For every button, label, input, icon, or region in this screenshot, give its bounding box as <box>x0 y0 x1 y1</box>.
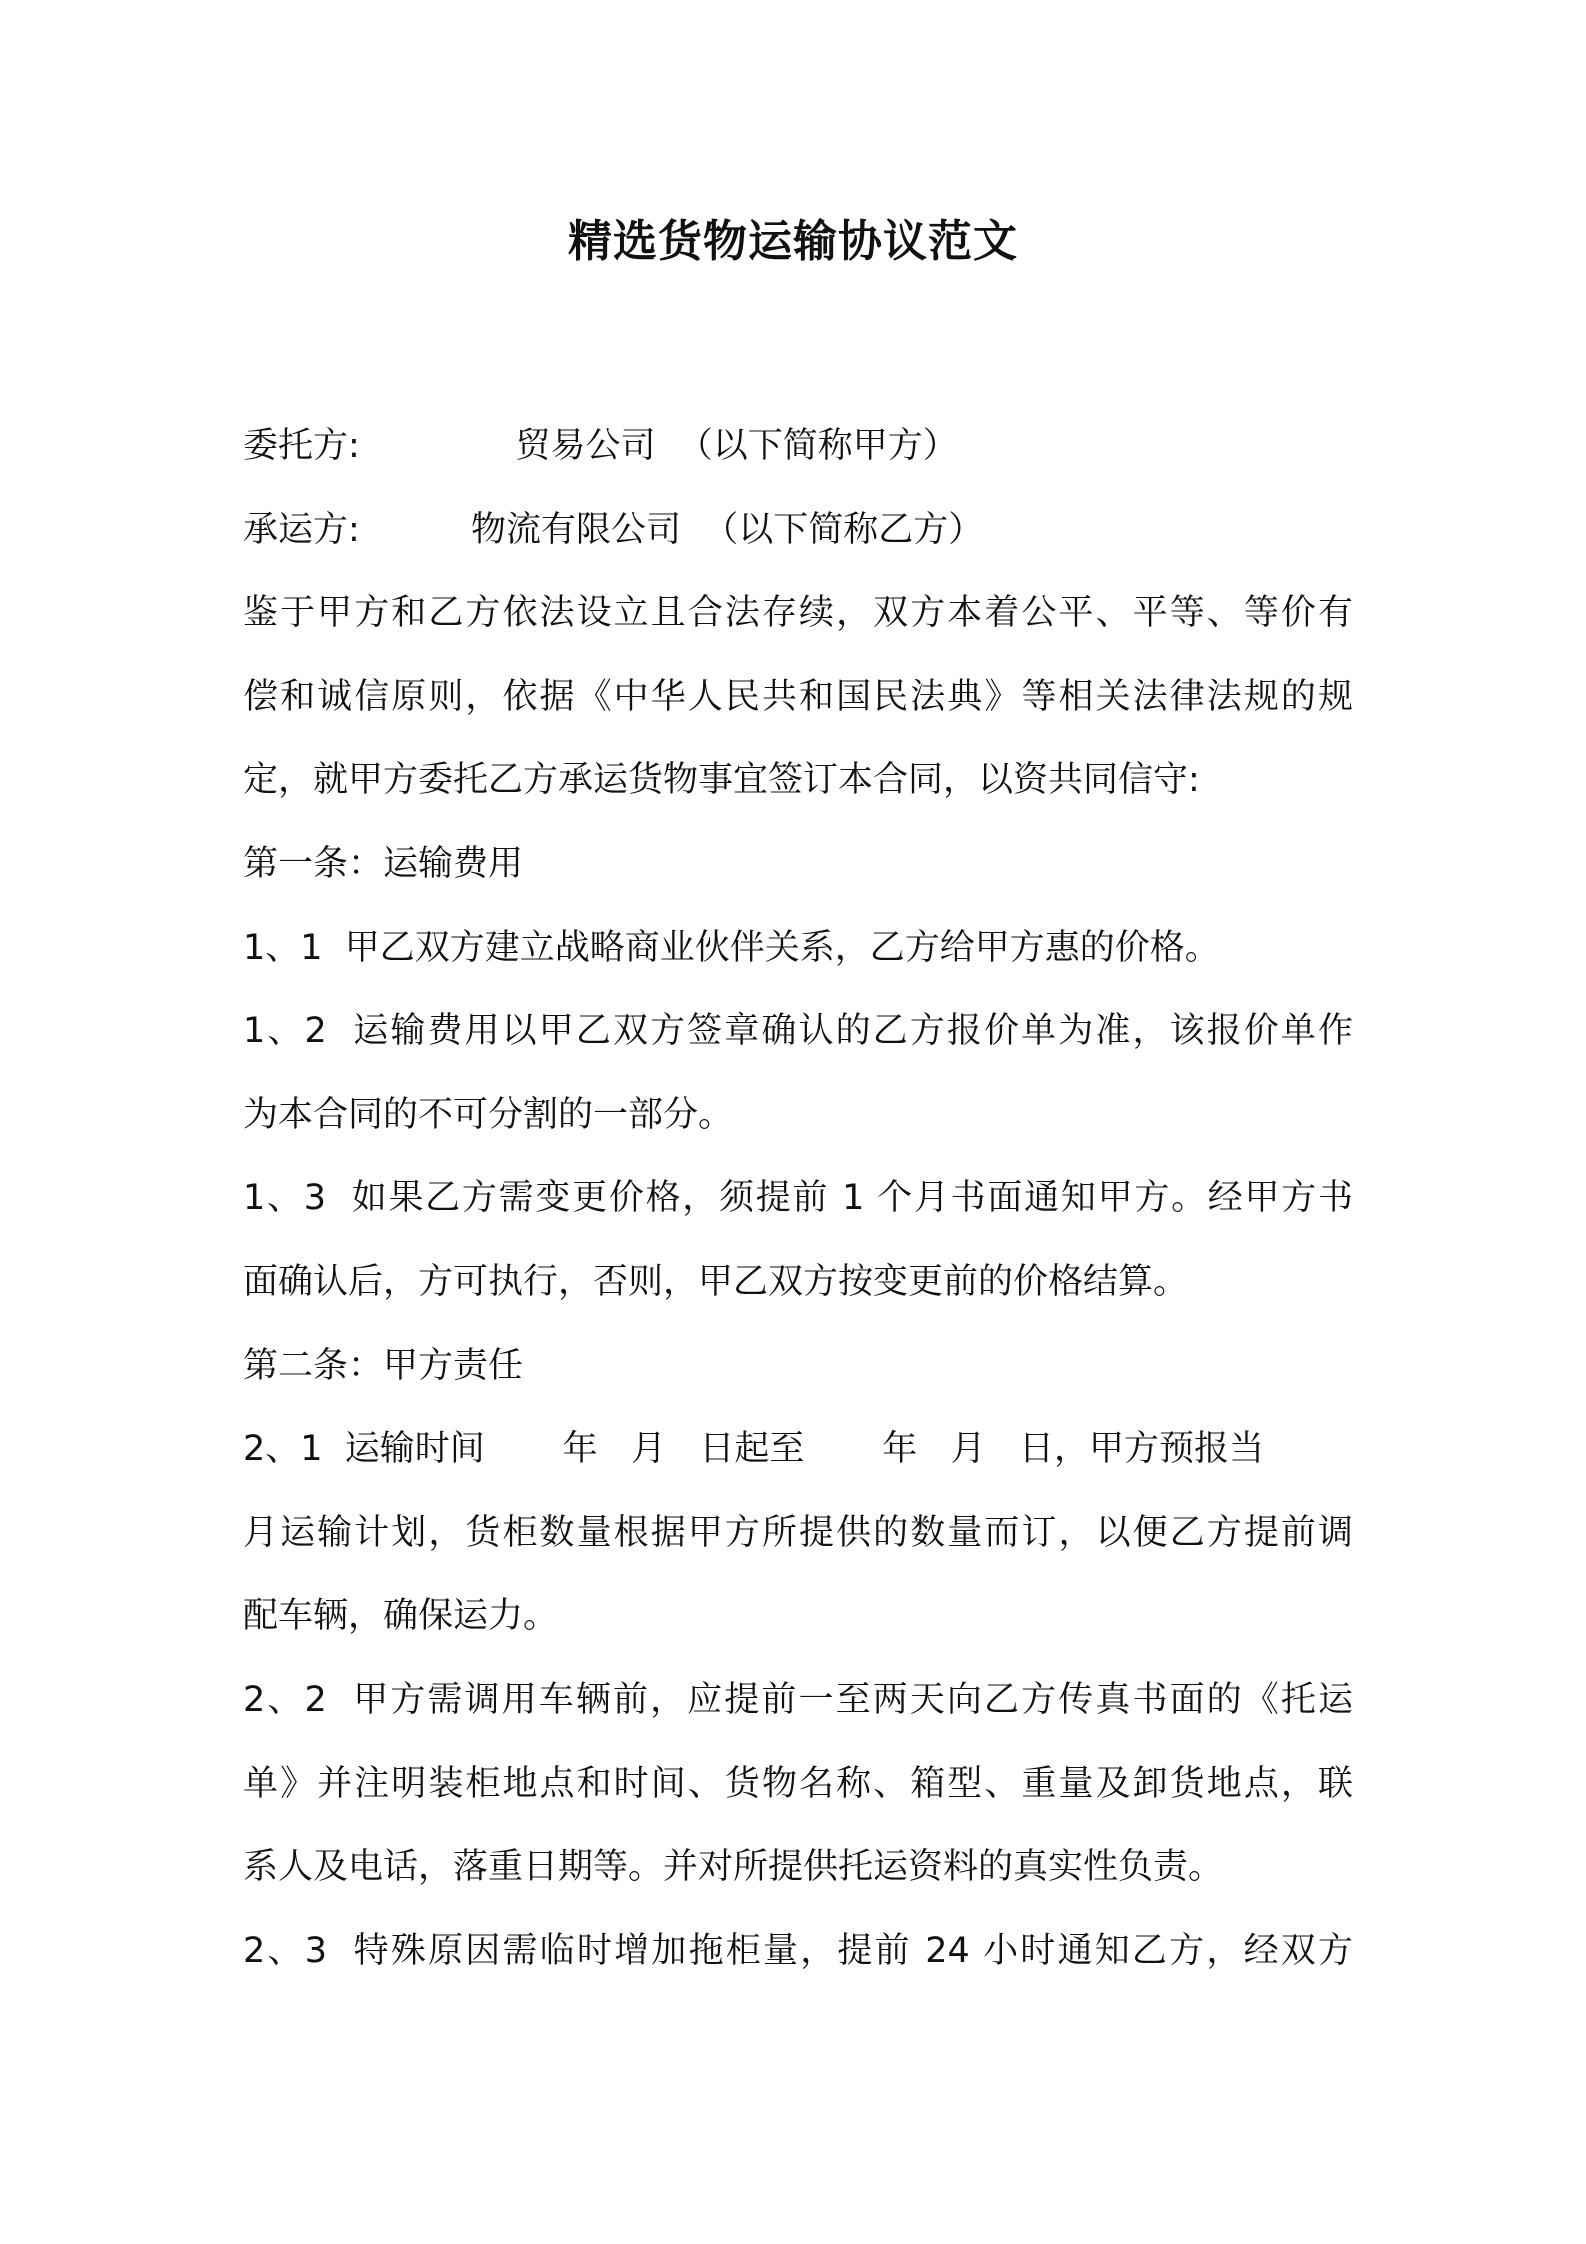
clause-1-3-line-2: 面确认后，方可执行，否则，甲乙双方按变更前的价格结算。 <box>243 1261 1189 1302</box>
clause-1-2-line-2: 为本合同的不可分割的一部分。 <box>243 1094 734 1135</box>
document-title: 精选货物运输协议范文 <box>568 216 1018 267</box>
consignor-line: 委托方: 贸易公司 （以下简称甲方） <box>243 426 958 466</box>
clause-2-3-line-1: 2、3 特殊原因需临时增加拖柜量，提前 24 小时通知乙方，经双方 <box>243 1930 1353 1971</box>
document-body <box>243 405 1353 1993</box>
preamble-line-3: 定，就甲方委托乙方承运货物事宜签订本合同，以资共同信守: <box>243 760 1200 801</box>
preamble-line-2: 偿和诚信原则，依据《中华人民共和国民法典》等相关法律法规的规 <box>243 676 1353 717</box>
clause-1-1: 1、1 甲乙双方建立战略商业伙伴关系，乙方给甲方惠的价格。 <box>243 927 1220 968</box>
clause-1-3-line-1: 1、3 如果乙方需变更价格，须提前 1 个月书面通知甲方。经甲方书 <box>243 1178 1353 1219</box>
carrier-line: 承运方: 物流有限公司 （以下简称乙方） <box>243 509 984 550</box>
clause-2-2-line-2: 单》并注明装柜地点和时间、货物名称、箱型、重量及卸货地点，联 <box>243 1763 1353 1804</box>
clause-2-2-line-1: 2、2 甲方需调用车辆前，应提前一至两天向乙方传真书面的《托运 <box>243 1679 1353 1720</box>
clause-2-1-line-2: 月运输计划，货柜数量根据甲方所提供的数量而订，以便乙方提前调 <box>243 1512 1353 1553</box>
article-1-heading: 第一条：运输费用 <box>243 843 524 884</box>
clause-2-1-line-1: 2、1 运输时间 年 月 日起至 年 月 日，甲方预报当 <box>243 1429 1265 1470</box>
clause-1-2-line-1: 1、2 运输费用以甲乙双方签章确认的乙方报价单为准，该报价单作 <box>243 1011 1353 1052</box>
preamble-line-1: 鉴于甲方和乙方依法设立且合法存续，双方本着公平、平等、等价有 <box>243 593 1353 634</box>
clause-2-1-line-3: 配车辆，确保运力。 <box>243 1596 559 1637</box>
clause-2-2-line-3: 系人及电话，落重日期等。并对所提供托运资料的真实性负责。 <box>243 1847 1224 1888</box>
article-2-heading: 第二条：甲方责任 <box>243 1345 524 1386</box>
